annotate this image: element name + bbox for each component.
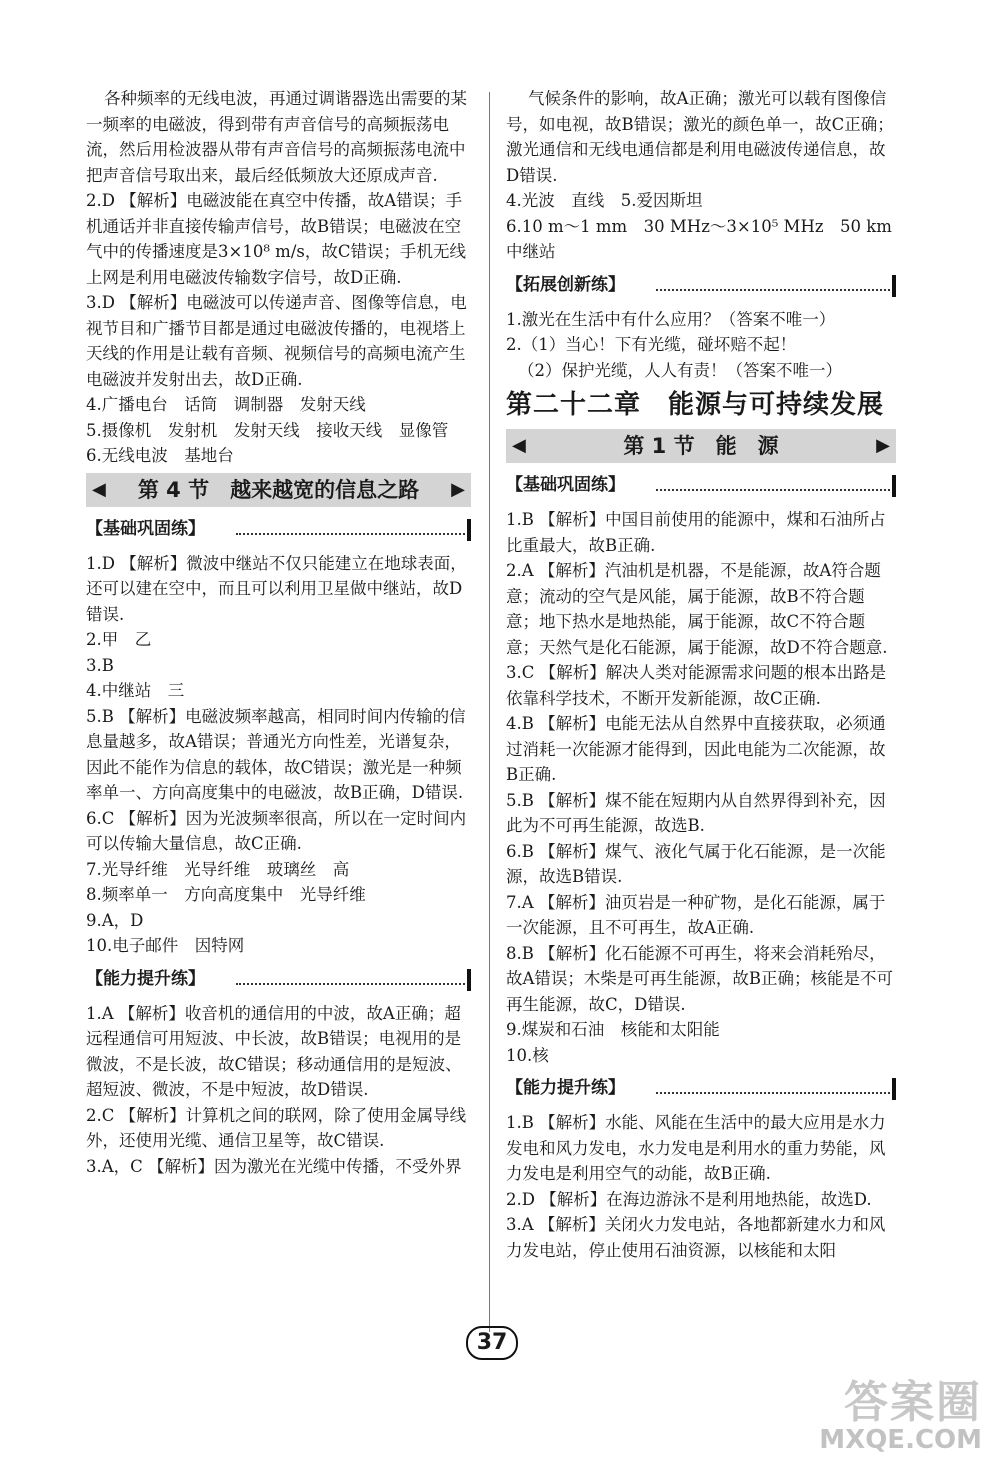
page-number: 37: [466, 1326, 518, 1360]
dotted-leader: [236, 533, 465, 535]
column-divider: [489, 92, 490, 1332]
continuation-text: 气候条件的影响，故A正确；激光可以载有图像信号，如电视，故B错误；激光的颜色单一，故C正确；激光通信和无线电通信都是利用电磁波传递信息，故D错误.: [506, 89, 894, 185]
dotted-leader: [656, 1092, 890, 1094]
answer-item: 1.B 【解析】水能、风能在生活中的最大应用是水力发电和风力发电，水力发电是利用水的重力势能，风力发电是利用空气的动能，故B正确.: [506, 1113, 886, 1183]
answer-item: 2.C 【解析】计算机之间的联网，除了使用金属导线外，还使用光缆、通信卫星等，故C错误.: [86, 1105, 467, 1150]
exercise-header: [86, 965, 471, 993]
header-end-bar: [892, 1078, 896, 1100]
header-end-bar: [467, 969, 471, 991]
answer-item: 4.B 【解析】电能无法从自然界中直接获取，必须通过消耗一次能源才能得到，因此电能为二次能源，故B正确.: [506, 714, 886, 784]
exercise-header: [506, 471, 896, 499]
header-end-bar: [467, 519, 471, 541]
section-banner: [86, 473, 471, 507]
header-end-bar: [892, 275, 896, 297]
answer-item: 1.B 【解析】中国目前使用的能源中，煤和石油所占比重最大，故B正确.: [506, 510, 886, 555]
answer-item: 4.中继站 三: [86, 681, 185, 700]
left-arrow-icon: ◀: [512, 435, 526, 456]
answer-item: 3.A 【解析】关闭火力发电站，各地都新建水力和风力发电站，停止使用石油资源，以核能和太阳: [506, 1215, 886, 1260]
answer-item: 4.光波 直线 5.爱因斯坦: [506, 191, 703, 210]
exercise-header: [506, 1074, 896, 1102]
answer-item: 6.无线电波 基地台: [86, 446, 234, 465]
dotted-leader: [656, 289, 890, 291]
dotted-leader: [236, 983, 465, 985]
continuation-text: 各种频率的无线电波，再通过调谐器选出需要的某一频率的电磁波，得到带有声音信号的高频振荡电流，然后用检波器从带有声音信号的高频振荡电流中把声音信号取出来，最后经低频放大还原成声音.: [86, 89, 467, 185]
watermark: [819, 1377, 982, 1455]
chapter-title: 第二十二章 能源与可持续发展: [506, 390, 885, 420]
answer-item: 2.甲 乙: [86, 630, 152, 649]
right-arrow-icon: ▶: [451, 478, 465, 500]
section-banner: [506, 429, 896, 463]
answer-item: 1.A 【解析】收音机的通信用的中波，故A正确；超远程通信可用短波、中长波，故B错误；电视用的是微波，不是长波，故C错误；移动通信用的是短波、超短波、微波，不是中短波，故D错误.: [86, 1003, 462, 1099]
answer-item: 5.摄像机 发射机 发射天线 接收天线 显像管: [86, 420, 449, 440]
answer-item: 2.D 【解析】电磁波能在真空中传播，故A错误；手机通话并非直接传输声信号，故B错误；电磁波在空气中的传播速度是3×10⁸ m/s，故C错误；手机无线上网是利用电磁波传输数字信号，故D正确.: [86, 191, 466, 287]
section-title: 第 1 节 能 源: [623, 434, 779, 458]
answer-item: （2）保护光缆，人人有责！（答案不唯一）: [518, 360, 842, 380]
answer-item: 8.频率单一 方向高度集中 光导纤维: [86, 885, 366, 904]
watermark-logo-text: 答案圈: [844, 1377, 982, 1428]
answer-item: 7.光导纤维 光导纤维 玻璃丝 高: [86, 859, 350, 879]
answer-item: 6.B 【解析】煤气、液化气属于化石能源，是一次能源，故选B错误.: [506, 841, 886, 886]
exercise-header-label: 【能力提升练】: [86, 965, 209, 993]
answer-item: 5.B 【解析】电磁波频率越高，相同时间内传输的信息量越多，故A错误；普通光方向性差，光谱复杂，因此不能作为信息的载体，故C错误；激光是一种频率单一、方向高度集中的电磁波，故B正确，D错误.: [86, 706, 466, 802]
dotted-leader: [656, 489, 890, 491]
answer-item: 1.激光在生活中有什么应用？（答案不唯一）: [506, 309, 836, 329]
exercise-header-label: 【拓展创新练】: [506, 271, 629, 299]
answer-item: 3.C 【解析】解决人类对能源需求问题的根本出路是依靠科学技术，不断开发新能源，故C正确.: [506, 663, 887, 708]
answer-item: 7.A 【解析】油页岩是一种矿物，是化石能源，属于一次能源，且不可再生，故A正确.: [506, 892, 886, 937]
watermark-url: MXQE.COM: [819, 1425, 982, 1455]
answer-item: 8.B 【解析】化石能源不可再生，将来会消耗殆尽，故A错误；木柴是可再生能源，故B正确；核能是不可再生能源，故C，D错误.: [506, 943, 894, 1014]
exercise-header: [506, 271, 896, 299]
answer-item: 3.D 【解析】电磁波可以传递声音、图像等信息，电视节目和广播节目都是通过电磁波传播的，电视塔上天线的作用是让载有音频、视频信号的高频电流产生电磁波并发射出去，故D正确.: [86, 293, 467, 389]
answer-item: 9.煤炭和石油 核能和太阳能: [506, 1020, 720, 1039]
answer-item: 6.C 【解析】因为光波频率很高，所以在一定时间内可以传输大量信息，故C正确.: [86, 808, 467, 853]
left-arrow-icon: ◀: [92, 478, 106, 500]
answer-item: 3.B: [86, 655, 114, 675]
answer-item: 2.A 【解析】汽油机是机器，不是能源，故A符合题意；流动的空气是风能，属于能源，故B不符合题意；地下热水是地热能，属于能源，故C不符合题意；天然气是化石能源，属于能源，故D不符合题意.: [506, 561, 888, 657]
header-end-bar: [892, 475, 896, 497]
left-column: [86, 86, 471, 1179]
answer-item: 4.广播电台 话筒 调制器 发射天线: [86, 395, 366, 414]
section-title: 第 4 节 越来越宽的信息之路: [137, 477, 420, 502]
right-arrow-icon: ▶: [876, 435, 890, 456]
answer-item: 10.电子邮件 因特网: [86, 936, 245, 955]
answer-item: 2.D 【解析】在海边游泳不是利用地热能，故选D.: [506, 1189, 872, 1209]
answer-item: 3.A，C 【解析】因为激光在光缆中传播，不受外界: [86, 1156, 462, 1176]
exercise-header-label: 【能力提升练】: [506, 1074, 629, 1102]
answer-item: 9.A，D: [86, 910, 144, 930]
answer-item: 2.（1）当心！下有光缆，碰坏赔不起！: [506, 335, 797, 354]
exercise-header-label: 【基础巩固练】: [86, 515, 209, 543]
exercise-header: [86, 515, 471, 543]
right-column: [506, 86, 909, 1263]
answer-item: 1.D 【解析】微波中继站不仅只能建立在地球表面，还可以建在空中，而且可以利用卫星做中继站，故D错误.: [86, 553, 467, 624]
exercise-header-label: 【基础巩固练】: [506, 471, 629, 499]
answer-item: 5.B 【解析】煤不能在短期内从自然界得到补充，因此为不可再生能源，故选B.: [506, 790, 886, 835]
answer-item: 6.10 m～1 mm 30 MHz～3×10⁵ MHz 50 km 中继站: [506, 216, 909, 261]
answer-item: 10.核: [506, 1045, 549, 1065]
